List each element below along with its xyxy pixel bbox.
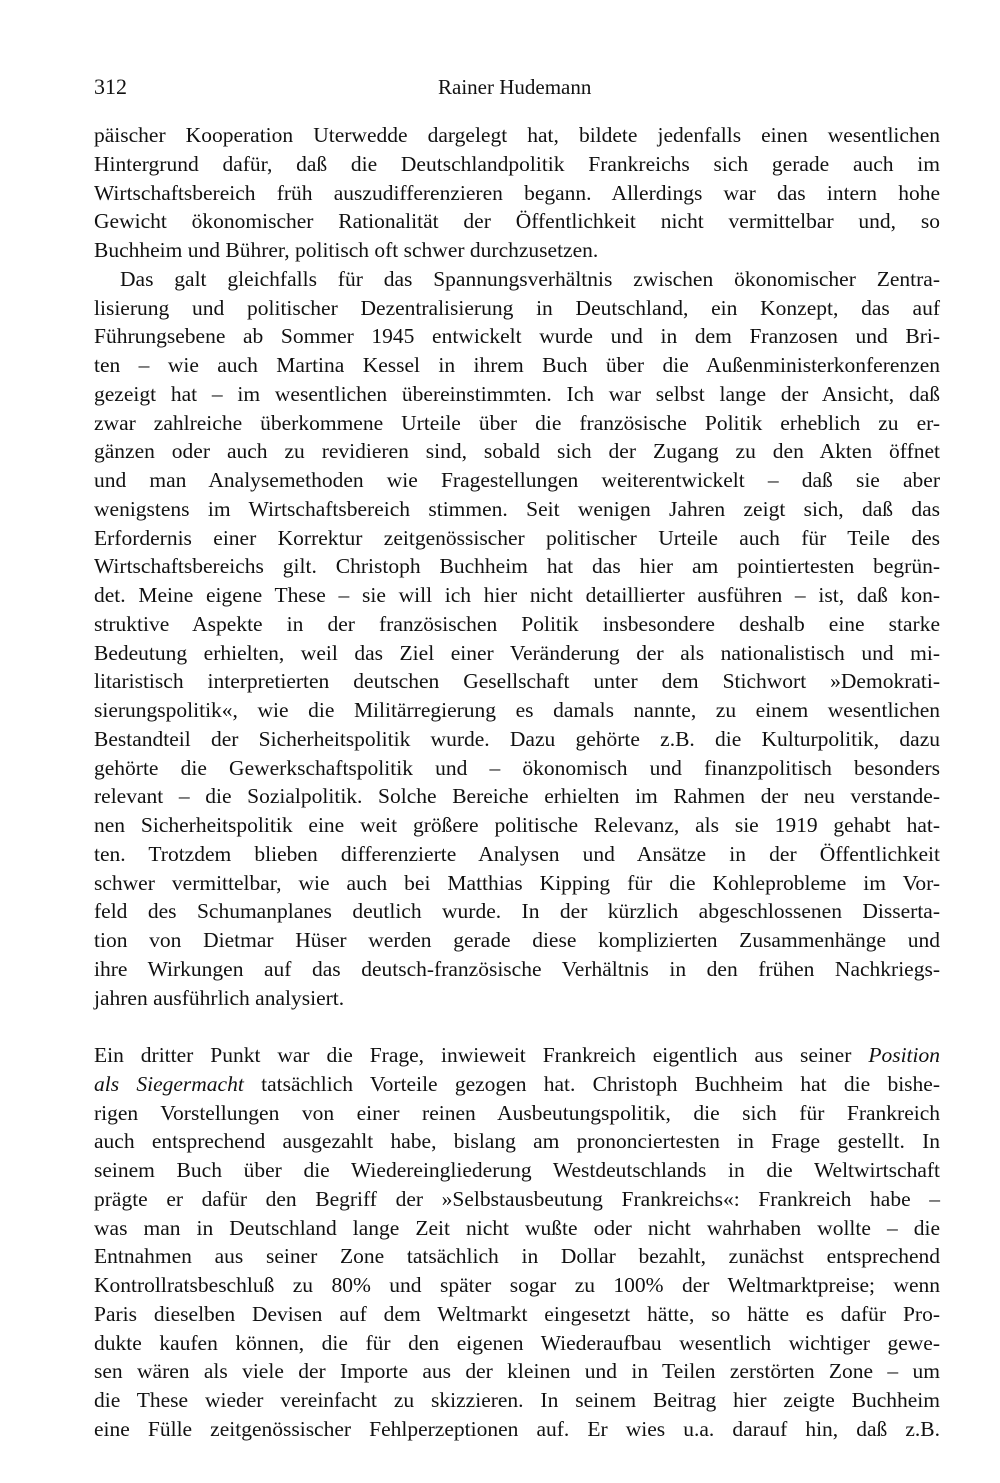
text-line: seinem Buch über die Wiedereingliederung Westdeutschlands in die Weltwirtschaft	[94, 1158, 940, 1182]
text-line: und man Analysemethoden wie Fragestellungen weiterentwickelt – daß sie aber	[94, 468, 940, 492]
text-line: litaristisch interpretierten deutschen Gesellschaft unter dem Stichwort »Demokrati-	[94, 669, 940, 694]
running-head: Rainer Hudemann	[438, 75, 592, 99]
paragraph-1	[94, 121, 940, 265]
text-line: ten – wie auch Martina Kessel in ihrem Buch über die Außenministerkonferenzen	[94, 353, 940, 377]
text-line: sierungspolitik«, wie die Militärregierung es damals nannte, zu einem wesentlichen	[94, 698, 940, 722]
text-line: Entnahmen aus seiner Zone tatsächlich in Dollar bezahlt, zunächst entsprechend	[94, 1244, 940, 1269]
text-run: Ein dritter Punkt war die Frage, inwieweit Frankreich eigentlich aus seiner	[94, 1043, 869, 1067]
text-line: tion von Dietmar Hüser werden gerade diese komplizierten Zusammenhänge und	[94, 928, 940, 952]
text-line: Kontrollratsbeschluß zu 80% und später sogar zu 100% der Weltmarktpreise; wenn	[94, 1273, 940, 1297]
body-text	[94, 121, 940, 1444]
text-line: zwar zahlreiche überkommene Urteile über die französische Politik erheblich zu er-	[94, 410, 940, 435]
text-line: Hintergrund dafür, daß die Deutschlandpolitik Frankreichs sich gerade auch im	[94, 151, 940, 176]
text-line: Gewicht ökonomischer Rationalität der Öffentlichkeit nicht vermittelbar und, so	[94, 209, 940, 234]
text-line: Wirtschaftsbereichs gilt. Christoph Buchheim hat das hier am pointiertesten begrün-	[94, 554, 940, 579]
text-line: Das galt gleichfalls für das Spannungsverhältnis zwischen ökonomischer Zentra-	[120, 266, 940, 291]
paragraph-3	[94, 1041, 940, 1444]
text-line: nen Sicherheitspolitik eine weit größere politische Relevanz, als sie 1919 gehabt hat-	[94, 813, 940, 837]
text-line: ten. Trotzdem blieben differenzierte Analysen und Ansätze in der Öffentlichkeit	[94, 841, 940, 866]
page-header	[94, 72, 940, 102]
text-line: Führungsebene ab Sommer 1945 entwickelt wurde und in dem Franzosen und Bri-	[94, 324, 940, 349]
text-line: Buchheim und Bührer, politisch oft schwer durchzusetzen.	[94, 238, 599, 262]
paragraph-spacer	[94, 1012, 940, 1041]
text-line: ihre Wirkungen auf das deutsch-französische Verhältnis in den frühen Nachkriegs-	[94, 956, 940, 981]
text-line: dukte kaufen können, die für den eigenen Wiederaufbau wesentlich wichtiger gewe-	[94, 1330, 940, 1355]
text-line: eine Fülle zeitgenössischer Fehlperzeptionen auf. Er wies u.a. darauf hin, daß z.B.	[94, 1416, 940, 1441]
text-line: gänzen oder auch zu revidieren sind, sobald sich der Zugang zu den Akten öffnet	[94, 439, 940, 464]
text-line	[94, 1041, 940, 1070]
text-line: Erfordernis einer Korrektur zeitgenössischer politischer Urteile auch für Teile des	[94, 525, 940, 550]
text-line: wenigstens im Wirtschaftsbereich stimmen. Seit wenigen Jahren zeigt sich, daß das	[94, 496, 940, 521]
text-line: jahren ausführlich analysiert.	[94, 985, 345, 1010]
text-line: die These wieder vereinfacht zu skizzieren. In seinem Beitrag hier zeigte Buchheim	[94, 1388, 940, 1412]
text-line: sen wären als viele der Importe aus der kleinen und in Teilen zerstörten Zone – um	[94, 1359, 940, 1384]
italic-term: als Siegermacht	[94, 1071, 244, 1096]
text-line: Paris dieselben Devisen auf dem Weltmarkt eingesetzt hätte, so hätte es dafür Pro-	[94, 1301, 940, 1326]
text-line: prägte er dafür den Begriff der »Selbstausbeutung Frankreichs«: Frankreich habe –	[94, 1186, 940, 1211]
text-line: gehörte die Gewerkschaftspolitik und – ökonomisch und finanzpolitisch besonders	[94, 755, 940, 780]
text-line: relevant – die Sozialpolitik. Solche Bereiche erhielten im Rahmen der neu verstande-	[94, 784, 940, 809]
text-line: Wirtschaftsbereich früh auszudifferenzieren begann. Allerdings war das intern hohe	[94, 180, 940, 205]
text-line: det. Meine eigene These – sie will ich hier nicht detaillierter ausführen – ist, daß kon-	[94, 583, 940, 607]
page-number: 312	[94, 74, 127, 99]
text-line: gezeigt hat – im wesentlichen übereinstimmten. Ich war selbst lange der Ansicht, daß	[94, 381, 940, 406]
italic-term: Position	[868, 1043, 940, 1067]
text-line: struktive Aspekte in der französischen Politik insbesondere deshalb eine starke	[94, 611, 940, 636]
text-line: päischer Kooperation Uterwedde dargelegt hat, bildete jedenfalls einen wesentlichen	[94, 123, 940, 147]
text-line: schwer vermittelbar, wie auch bei Matthias Kipping für die Kohleprobleme im Vor-	[94, 870, 940, 895]
text-line: lisierung und politischer Dezentralisierung in Deutschland, ein Konzept, das auf	[94, 295, 940, 320]
text-line: feld des Schumanplanes deutlich wurde. In der kürzlich abgeschlossenen Disserta-	[94, 899, 940, 924]
paragraph-2	[94, 265, 940, 1013]
text-line: auch entsprechend ausgezahlt habe, bislang am prononciertesten in Frage gestellt. In	[94, 1129, 940, 1154]
text-line: was man in Deutschland lange Zeit nicht wußte oder nicht wahrhaben wollte – die	[94, 1215, 940, 1240]
text-line: Bestandteil der Sicherheitspolitik wurde. Dazu gehörte z.B. die Kulturpolitik, dazu	[94, 726, 940, 751]
text-line	[94, 1070, 940, 1099]
text-run: tatsächlich Vorteile gezogen hat. Christoph Buchheim hat die bishe-	[243, 1071, 940, 1096]
text-line: Bedeutung erhielten, weil das Ziel einer Veränderung der als nationalistisch und mi-	[94, 640, 940, 665]
text-line: rigen Vorstellungen von einer reinen Ausbeutungspolitik, die sich für Frankreich	[94, 1100, 940, 1125]
